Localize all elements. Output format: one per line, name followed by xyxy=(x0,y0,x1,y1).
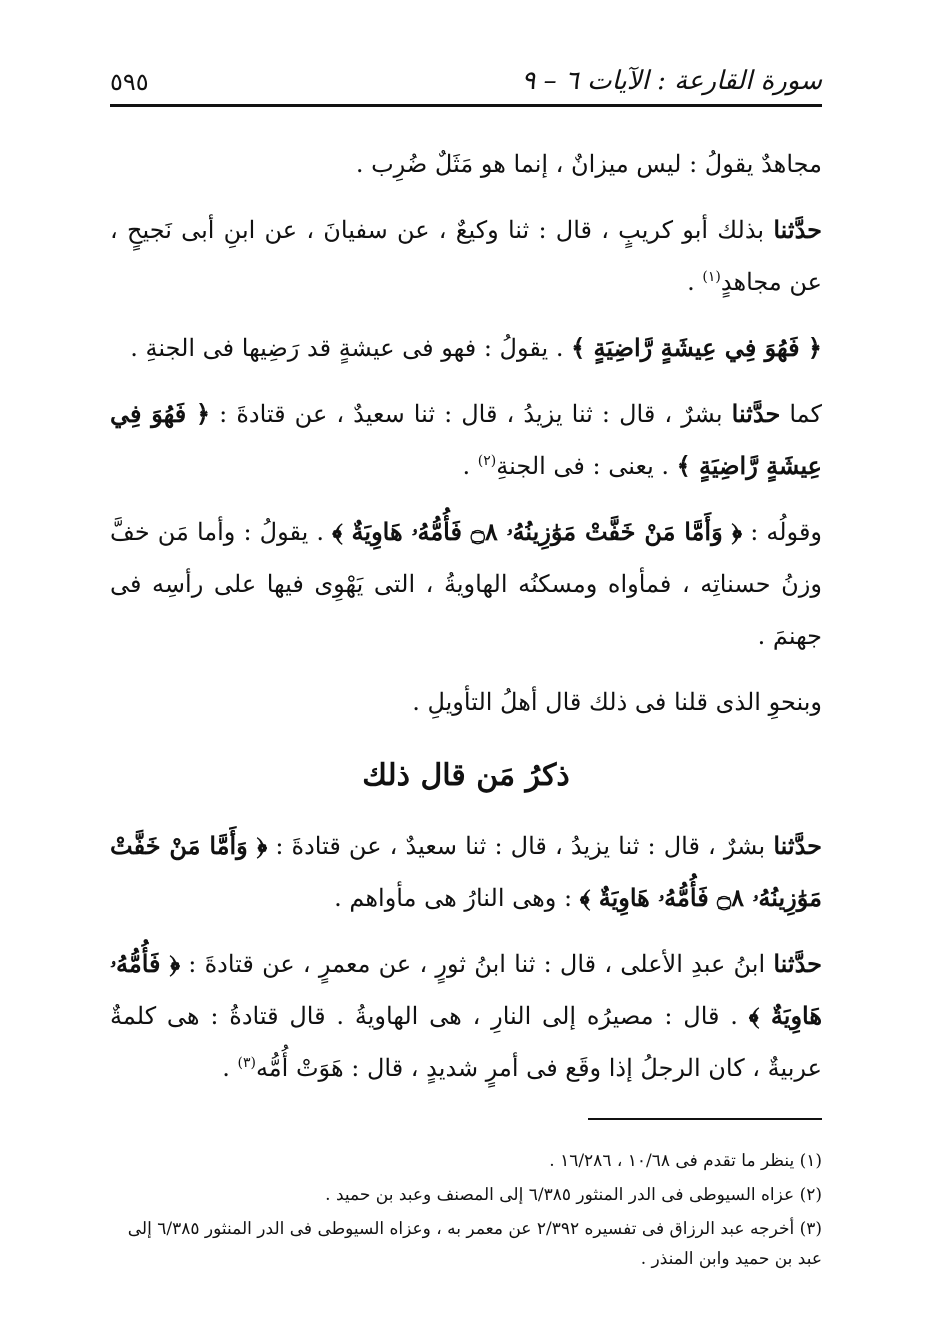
header-divider xyxy=(110,104,822,107)
paragraph-text: وبنحوِ الذى قلنا فى ذلك قال أهلُ التأويلِ . xyxy=(412,688,822,716)
paragraph-text: مجاهدٌ يقولُ : ليس ميزانٌ ، إنما هو مَثَلٌ ضُرِب . xyxy=(355,150,822,178)
paragraph-3 xyxy=(110,322,822,374)
paragraph-1 xyxy=(110,138,822,190)
paragraph-text-2: : وهى النارُ هى مأواهم . xyxy=(334,884,580,912)
quran-verse: ﴿ وَأَمَّا مَنْ خَفَّتْ مَوَٰزِينُهُۥ ۝٨ فَأُمُّهُۥ هَاوِيَةٌ ﴾ xyxy=(332,517,743,546)
footnote-ref-2[interactable]: (٢) xyxy=(477,453,497,469)
narration-lead: حدَّثنا xyxy=(773,215,822,244)
paragraph-prefix: كما xyxy=(780,400,822,428)
paragraph-8 xyxy=(110,938,822,1094)
quran-verse: ﴿ فَهُوَ فِي عِيشَةٍ رَّاضِيَةٍ ﴾ xyxy=(571,333,822,362)
paragraph-text: بشرٌ ، قال : ثنا يزيدُ ، قال : ثنا سعيدٌ ، عن قتادةَ : xyxy=(210,400,732,428)
paragraph-text: ابنُ عبدِ الأعلى ، قال : ثنا ابنُ ثورٍ ، عن معمرٍ ، عن قتادةَ : xyxy=(180,950,774,978)
paragraph-text: . يقولُ : وأما مَن خفَّ وزنُ حسناتِه ، فمأواه ومسكنُه الهاويةُ ، التى يَهْوِى فيها على رأسِه فى جهنمَ . xyxy=(110,518,822,650)
paragraph-text-2: . يعنى : فى الجنةِ xyxy=(496,452,677,480)
paragraph-end: . xyxy=(222,1054,238,1082)
paragraph-2 xyxy=(110,204,822,308)
paragraph-end: . xyxy=(462,452,478,480)
paragraph-text: بذلك أبو كريبٍ ، قال : ثنا وكيعٌ ، عن سفيانَ ، عن ابنِ أبى نَجيحٍ ، عن مجاهدٍ xyxy=(110,216,822,296)
narration-lead: حدَّثنا xyxy=(773,831,822,860)
paragraph-text: . يقولُ : فهو فى عيشةٍ قد رَضِيها فى الجنةِ . xyxy=(130,334,572,362)
footnotes xyxy=(110,1146,822,1278)
running-header xyxy=(110,52,822,96)
footnote-divider xyxy=(588,1118,822,1120)
quran-verse: ﴿ فَأُمُّهُۥ هَاوِيَةٌ ﴾ xyxy=(110,949,823,1030)
paragraph-7 xyxy=(110,820,822,924)
footnote-1: (١) ينظر ما تقدم فى ١٠/٦٨ ، ١٦/٢٨٦ . xyxy=(549,1151,822,1171)
quran-verse: ﴿ فَهُوَ فِي عِيشَةٍ رَّاضِيَةٍ ﴾ xyxy=(110,399,822,480)
footnote-2: (٢) عزاه السيوطى فى الدر المنثور ٦/٣٨٥ إلى المصنف وعبد بن حميد . xyxy=(325,1185,822,1205)
running-title: سورة القارعة : الآيات ٦ – ٩ xyxy=(521,66,822,96)
footnote-ref-1[interactable]: (١) xyxy=(702,269,721,285)
paragraph-4 xyxy=(110,388,822,492)
paragraph-text: بشرٌ ، قال : ثنا يزيدُ ، قال : ثنا سعيدٌ ، عن قتادةَ : xyxy=(267,832,774,860)
footnote-ref-3[interactable]: (٣) xyxy=(237,1055,256,1071)
footnote-3: (٣) أخرجه عبد الرزاق فى تفسيره ٢/٣٩٢ عن معمر به ، وعزاه السيوطى فى الدر المنثور ٦/٣٨٥ إلى عبد بن حميد وابن المنذر . xyxy=(127,1219,822,1269)
narration-lead: حدَّثنا xyxy=(773,949,823,978)
paragraph-6 xyxy=(110,676,822,728)
paragraph-5 xyxy=(110,506,822,662)
paragraph-text-2: . قال : مصيرُه إلى النارِ ، هى الهاويةُ . قال قتادةُ : هى كلمةٌ عربيةٌ ، كان الرجلُ إذا وقَع فى أمرٍ شديدٍ ، قال : هَوَتْ أُمُّه xyxy=(110,1002,822,1082)
page-number: ٥٩٥ xyxy=(110,68,149,96)
narration-lead: حدَّثنا xyxy=(731,399,781,428)
paragraph-prefix: وقولُه : xyxy=(742,518,823,546)
main-text xyxy=(110,138,822,1094)
quran-verse: ﴿ وَأَمَّا مَنْ خَفَّتْ مَوَٰزِينُهُۥ ۝٨ فَأُمُّهُۥ هَاوِيَةٌ ﴾ xyxy=(110,831,822,912)
paragraph-end: . xyxy=(687,268,703,296)
section-heading: ذكرُ مَن قال ذلك xyxy=(362,758,570,793)
